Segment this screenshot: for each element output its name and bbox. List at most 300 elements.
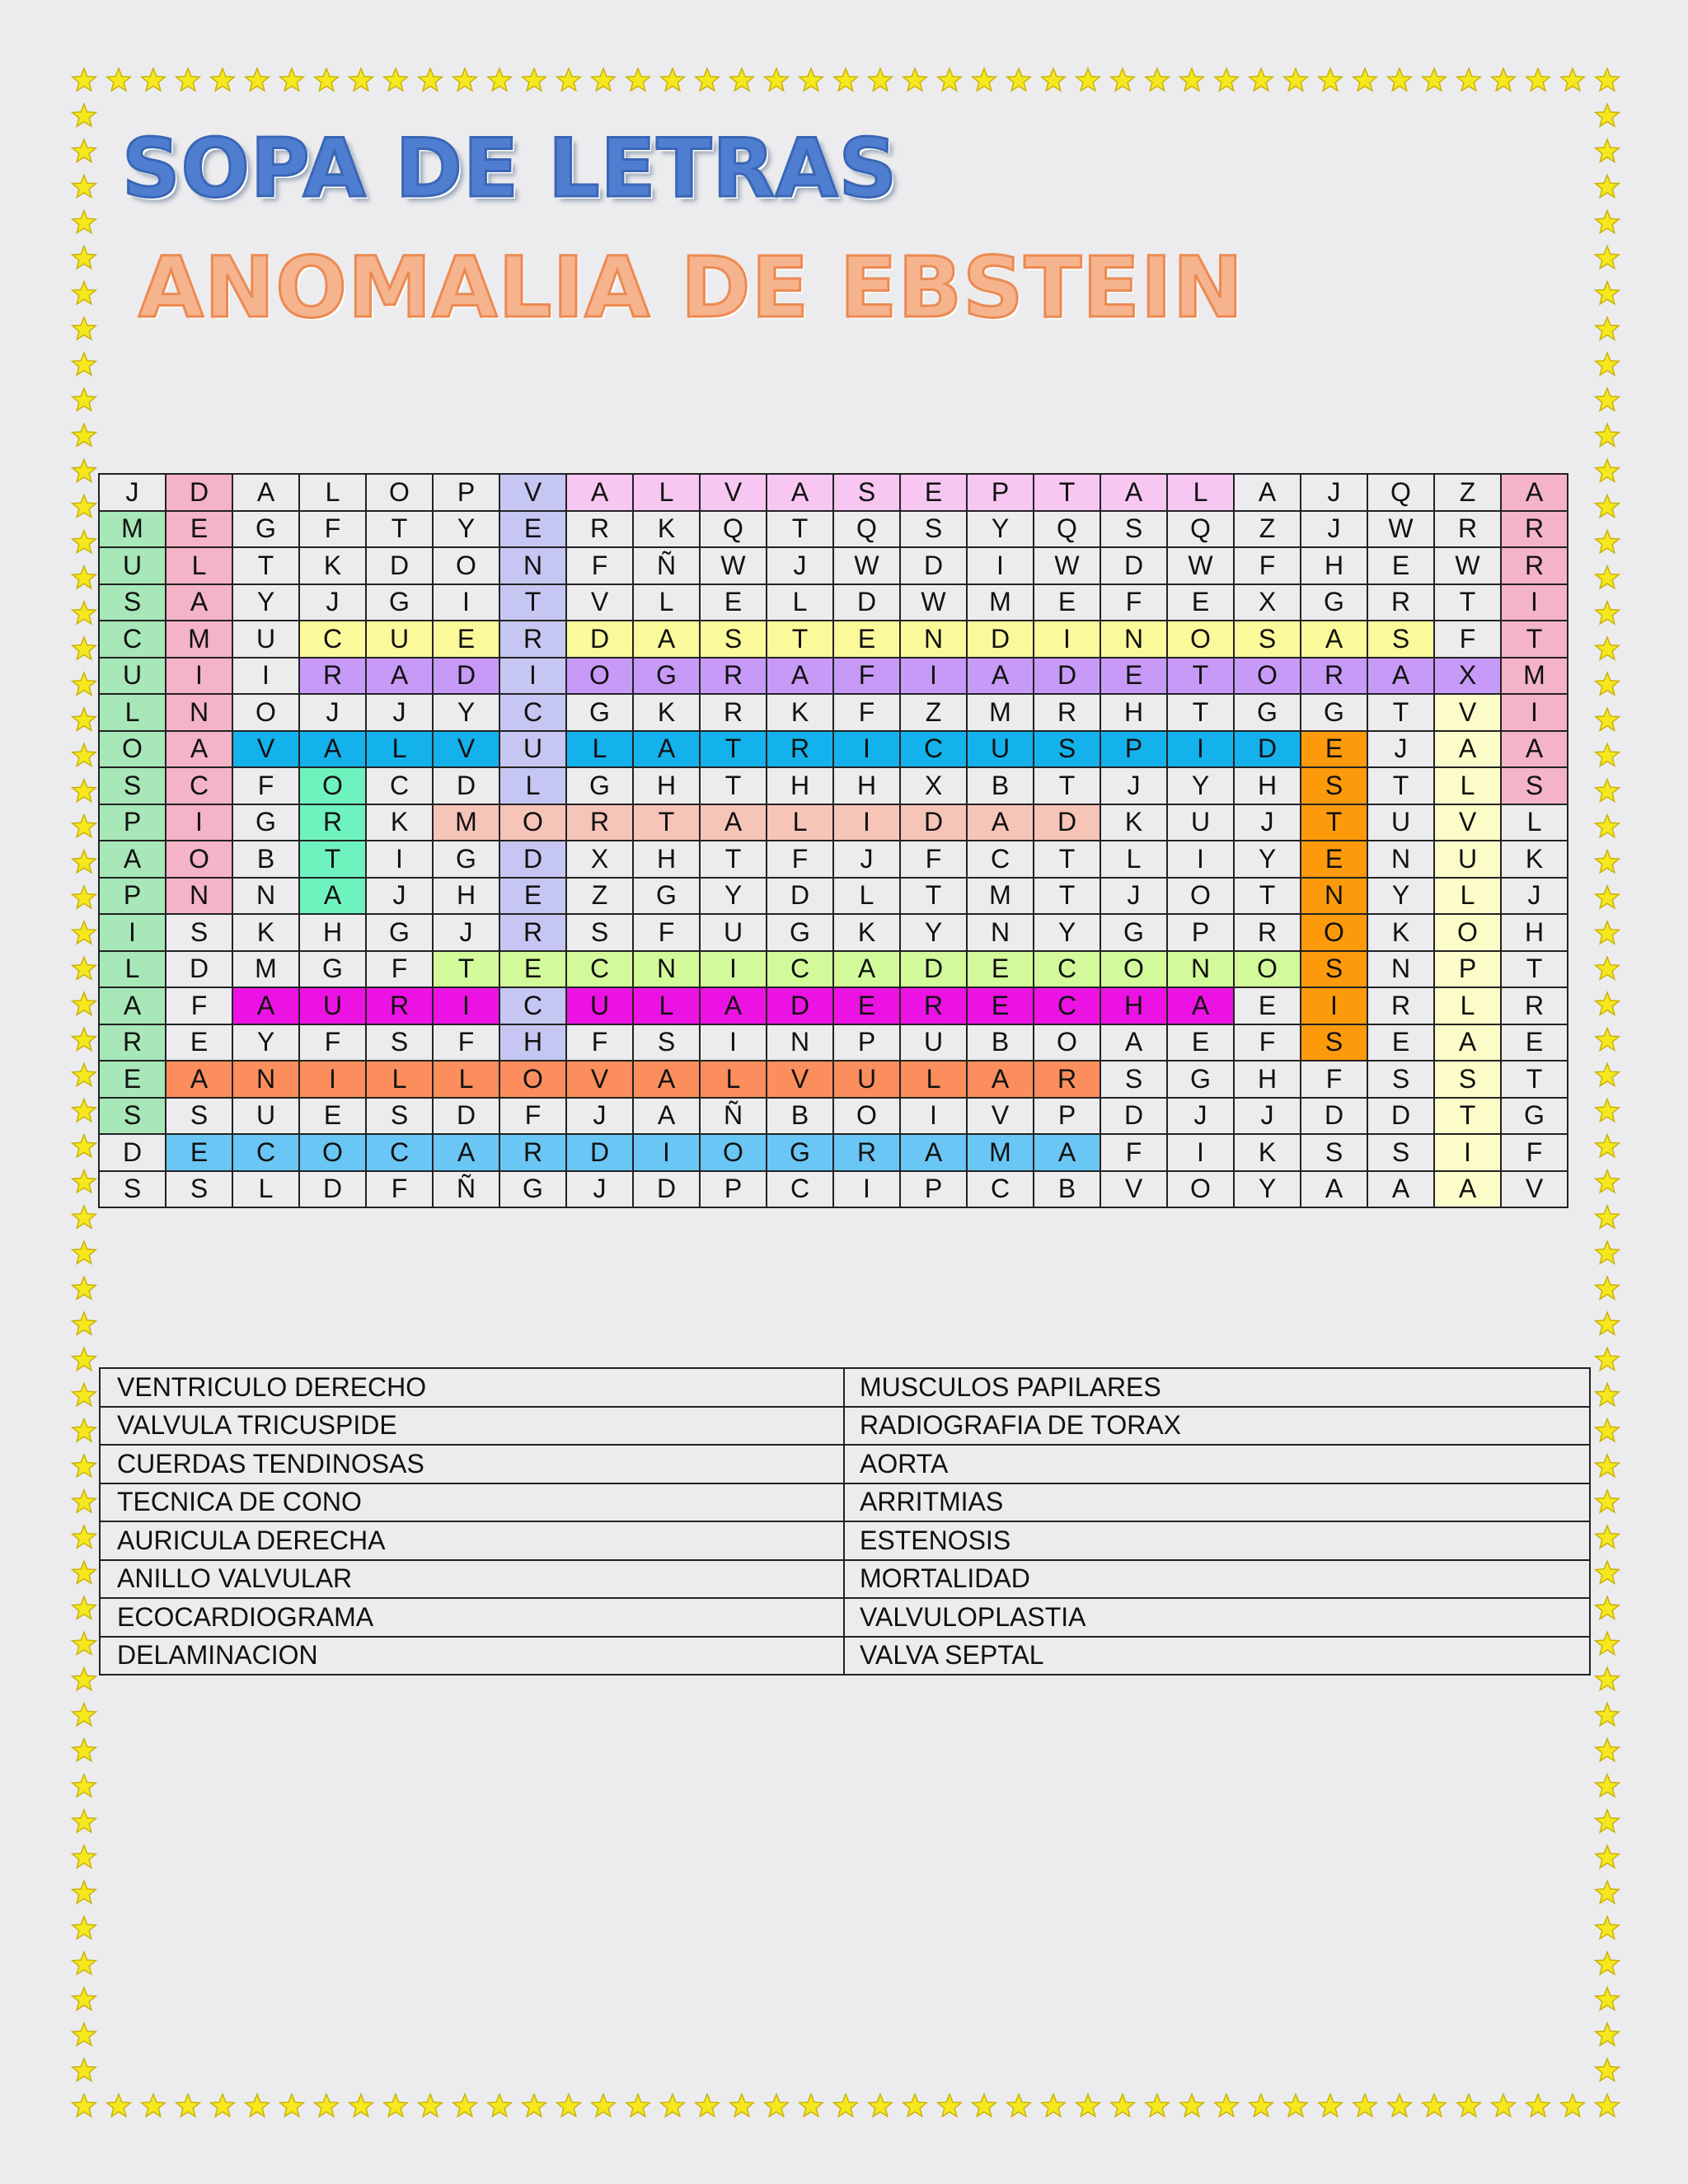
grid-cell: J [767, 547, 833, 584]
star-icon [73, 1952, 96, 1975]
grid-cell: A [767, 474, 833, 511]
grid-cell: E [166, 1024, 232, 1062]
grid-cell: J [566, 1171, 633, 1208]
grid-cell: F [566, 1024, 633, 1062]
grid-cell: A [1301, 1171, 1367, 1208]
grid-cell: A [299, 731, 366, 768]
star-icon [1457, 68, 1481, 91]
grid-cell: Z [1234, 511, 1301, 548]
grid-cell: O [499, 804, 566, 841]
star-icon [1596, 815, 1620, 837]
grid-cell: G [767, 1134, 833, 1171]
star-icon [1596, 1063, 1620, 1085]
grid-cell: S [833, 474, 900, 511]
grid-cell: A [1501, 474, 1568, 511]
star-icon [73, 68, 96, 91]
grid-cell: J [1100, 878, 1167, 915]
grid-cell: C [499, 987, 566, 1024]
grid-cell: T [1034, 841, 1100, 878]
grid-cell: C [166, 767, 232, 804]
grid-cell: I [833, 731, 900, 768]
grid-cell: Y [433, 511, 499, 548]
star-icon [1596, 1952, 1620, 1975]
grid-cell: O [1034, 1024, 1100, 1062]
grid-cell: F [833, 658, 900, 695]
grid-cell: I [1167, 841, 1234, 878]
grid-cell: I [366, 841, 433, 878]
grid-cell: D [967, 621, 1034, 658]
star-icon [1596, 637, 1620, 659]
grid-cell: E [967, 987, 1034, 1024]
grid-cell: E [99, 1061, 166, 1098]
word-list-item: MUSCULOS PAPILARES [844, 1368, 1590, 1407]
star-icon [349, 68, 373, 91]
grid-cell: K [1100, 804, 1167, 841]
grid-cell: U [232, 621, 299, 658]
word-list-item: AORTA [844, 1445, 1590, 1483]
grid-cell: F [299, 511, 366, 548]
star-icon [73, 637, 96, 659]
grid-cell: Y [1367, 878, 1434, 915]
grid-cell: I [900, 1098, 967, 1135]
grid-cell: H [633, 767, 700, 804]
star-icon [557, 68, 581, 91]
star-icon [73, 957, 96, 979]
grid-cell: D [99, 1134, 166, 1171]
grid-cell: A [700, 804, 767, 841]
star-icon [1492, 2094, 1516, 2116]
star-icon [315, 68, 339, 91]
grid-cell: P [99, 804, 166, 841]
star-icon [73, 1668, 96, 1690]
star-icon [1561, 2094, 1585, 2116]
grid-cell: J [1234, 1098, 1301, 1135]
grid-cell: J [566, 1098, 633, 1135]
grid-cell: D [433, 767, 499, 804]
grid-cell: E [1034, 584, 1100, 621]
grid-cell: R [1501, 987, 1568, 1024]
grid-cell: I [700, 1024, 767, 1062]
star-icon [73, 353, 96, 375]
star-icon [1353, 2094, 1377, 2116]
grid-cell: L [299, 474, 366, 511]
grid-cell: Ñ [700, 1098, 767, 1135]
star-icon [1596, 673, 1620, 695]
grid-cell: U [967, 731, 1034, 768]
grid-cell: C [499, 694, 566, 731]
grid-cell: S [1100, 1061, 1167, 1098]
grid-cell: A [1434, 1024, 1501, 1062]
grid-cell: L [499, 767, 566, 804]
grid-row [99, 987, 1568, 1024]
grid-cell: O [232, 694, 299, 731]
star-icon [73, 1099, 96, 1122]
grid-cell: L [1501, 804, 1568, 841]
grid-cell: N [166, 694, 232, 731]
star-icon [73, 1526, 96, 1548]
grid-cell: E [900, 474, 967, 511]
grid-cell: N [1100, 621, 1167, 658]
grid-row [99, 511, 1568, 548]
star-icon [1596, 1596, 1620, 1619]
grid-cell: H [633, 841, 700, 878]
grid-cell: O [1301, 914, 1367, 951]
grid-cell: F [833, 694, 900, 731]
grid-cell: D [1367, 1098, 1434, 1135]
star-icon [1319, 2094, 1343, 2116]
star-icon [107, 68, 131, 91]
grid-cell: V [767, 1061, 833, 1098]
star-icon [1596, 424, 1620, 446]
grid-cell: O [1234, 658, 1301, 695]
page-title: SOPA DE LETRAS [122, 122, 898, 216]
star-icon [1596, 495, 1620, 518]
star-icon [1596, 886, 1620, 908]
grid-cell: V [700, 474, 767, 511]
grid-cell: F [433, 1024, 499, 1062]
grid-cell: F [232, 767, 299, 804]
grid-cell: C [232, 1134, 299, 1171]
star-icon [1596, 1916, 1620, 1938]
grid-cell: J [366, 694, 433, 731]
grid-row [99, 1171, 1568, 1208]
star-icon [73, 1419, 96, 1441]
grid-cell: B [232, 841, 299, 878]
grid-cell: T [1434, 1098, 1501, 1135]
grid-cell: K [366, 804, 433, 841]
grid-cell: A [900, 1134, 967, 1171]
star-icon [1596, 282, 1620, 304]
grid-cell: U [232, 1098, 299, 1135]
grid-cell: C [900, 731, 967, 768]
grid-cell: U [299, 987, 366, 1024]
star-icon [696, 2094, 720, 2116]
grid-cell: A [566, 474, 633, 511]
grid-cell: F [1301, 1061, 1367, 1098]
grid-row [99, 731, 1568, 768]
grid-cell: S [1100, 511, 1167, 548]
grid-cell: N [1301, 878, 1367, 915]
star-icon [1596, 1135, 1620, 1157]
star-icon [73, 1988, 96, 2010]
grid-cell: A [99, 841, 166, 878]
grid-row [99, 621, 1568, 658]
grid-cell: F [1501, 1134, 1568, 1171]
grid-cell: E [1234, 987, 1301, 1024]
star-icon [1596, 1526, 1620, 1548]
grid-cell: Y [900, 914, 967, 951]
grid-cell: A [1434, 1171, 1501, 1208]
grid-cell: A [1367, 1171, 1434, 1208]
grid-cell: P [1100, 731, 1167, 768]
grid-cell: W [1367, 511, 1434, 548]
grid-cell: I [99, 914, 166, 951]
grid-cell: A [166, 731, 232, 768]
grid-cell: T [700, 841, 767, 878]
star-icon [419, 68, 443, 91]
grid-cell: N [767, 1024, 833, 1062]
grid-cell: U [1367, 804, 1434, 841]
star-icon [1596, 1668, 1620, 1690]
grid-cell: T [700, 767, 767, 804]
star-icon [903, 68, 927, 91]
grid-cell: L [433, 1061, 499, 1098]
grid-cell: A [433, 1134, 499, 1171]
grid-cell: E [1100, 658, 1167, 695]
grid-cell: A [633, 731, 700, 768]
grid-cell: R [299, 658, 366, 695]
grid-cell: V [1100, 1171, 1167, 1208]
grid-cell: H [1301, 547, 1367, 584]
grid-cell: I [833, 804, 900, 841]
grid-cell: Y [1234, 841, 1301, 878]
grid-cell: L [366, 731, 433, 768]
grid-cell: E [1301, 731, 1367, 768]
grid-cell: B [967, 1024, 1034, 1062]
grid-cell: G [1234, 694, 1301, 731]
grid-cell: U [1434, 841, 1501, 878]
star-icon [1596, 921, 1620, 944]
grid-cell: O [1234, 951, 1301, 988]
grid-cell: E [166, 511, 232, 548]
grid-cell: K [1501, 841, 1568, 878]
grid-cell: D [900, 804, 967, 841]
star-icon [1042, 68, 1066, 91]
grid-cell: V [1501, 1171, 1568, 1208]
grid-cell: R [833, 1134, 900, 1171]
grid-cell: S [1367, 1134, 1434, 1171]
grid-cell: A [1167, 987, 1234, 1024]
grid-cell: K [232, 914, 299, 951]
grid-cell: Z [1434, 474, 1501, 511]
star-icon [1596, 1881, 1620, 1903]
star-icon [73, 282, 96, 304]
star-icon [73, 246, 96, 269]
grid-cell: M [967, 694, 1034, 731]
grid-cell: O [366, 474, 433, 511]
star-icon [1596, 1099, 1620, 1122]
star-icon [938, 68, 962, 91]
star-icon [1596, 1845, 1620, 1868]
star-icon [973, 2094, 996, 2116]
grid-cell: L [767, 584, 833, 621]
grid-cell: D [433, 658, 499, 695]
grid-cell: P [967, 474, 1034, 511]
grid-cell: J [833, 841, 900, 878]
word-list-item: RADIOGRAFIA DE TORAX [844, 1407, 1590, 1446]
star-icon [973, 68, 996, 91]
grid-cell: C [967, 1171, 1034, 1208]
grid-cell: L [900, 1061, 967, 1098]
star-icon [73, 2059, 96, 2081]
grid-cell: A [633, 1061, 700, 1098]
star-icon [73, 388, 96, 410]
grid-cell: I [433, 584, 499, 621]
grid-cell: R [1034, 694, 1100, 731]
grid-cell: A [1434, 731, 1501, 768]
grid-cell: R [499, 621, 566, 658]
grid-cell: I [166, 804, 232, 841]
star-icon [73, 1490, 96, 1512]
page-subtitle: ANOMALIA DE EBSTEIN [138, 239, 1245, 337]
grid-cell: T [1167, 694, 1234, 731]
star-icon [1423, 2094, 1447, 2116]
star-icon [1596, 246, 1620, 269]
star-icon [557, 2094, 581, 2116]
star-icon [73, 815, 96, 837]
grid-cell: E [1367, 1024, 1434, 1062]
star-icon [938, 2094, 962, 2116]
grid-cell: W [1167, 547, 1234, 584]
star-icon [1596, 1704, 1620, 1726]
star-icon [1284, 2094, 1308, 2116]
star-icon [1596, 1312, 1620, 1334]
star-icon [1596, 2023, 1620, 2046]
grid-cell: F [767, 841, 833, 878]
grid-cell: Q [833, 511, 900, 548]
star-icon [73, 1277, 96, 1299]
grid-cell: C [366, 767, 433, 804]
grid-cell: L [99, 951, 166, 988]
word-list [99, 1367, 1591, 1675]
grid-cell: D [299, 1171, 366, 1208]
grid-cell: N [1167, 951, 1234, 988]
grid-cell: T [633, 804, 700, 841]
grid-cell: A [1501, 731, 1568, 768]
grid-cell: A [299, 878, 366, 915]
star-icon [1596, 1455, 1620, 1477]
grid-cell: D [433, 1098, 499, 1135]
grid-cell: J [1367, 731, 1434, 768]
star-icon [73, 2094, 96, 2116]
grid-cell: L [366, 1061, 433, 1098]
grid-cell: C [767, 1171, 833, 1208]
grid-cell: T [299, 841, 366, 878]
grid-cell: Y [1234, 1171, 1301, 1208]
grid-cell: J [1501, 878, 1568, 915]
grid-cell: P [99, 878, 166, 915]
grid-cell: Y [967, 511, 1034, 548]
grid-cell: R [499, 1134, 566, 1171]
grid-cell: E [967, 951, 1034, 988]
grid-cell: V [1434, 804, 1501, 841]
grid-cell: M [232, 951, 299, 988]
grid-cell: T [499, 584, 566, 621]
star-icon [799, 68, 823, 91]
grid-cell: L [700, 1061, 767, 1098]
grid-cell: J [1301, 474, 1367, 511]
star-icon [1596, 1384, 1620, 1406]
grid-cell: U [566, 987, 633, 1024]
grid-cell: G [566, 694, 633, 731]
grid-cell: M [433, 804, 499, 841]
grid-cell: H [299, 914, 366, 951]
grid-cell: E [433, 621, 499, 658]
grid-cell: T [1167, 658, 1234, 695]
grid-cell: L [1100, 841, 1167, 878]
grid-cell: S [1234, 621, 1301, 658]
grid-cell: E [499, 878, 566, 915]
grid-cell: K [833, 914, 900, 951]
grid-cell: G [499, 1171, 566, 1208]
grid-cell: T [1367, 694, 1434, 731]
word-list-item: MORTALIDAD [844, 1560, 1590, 1599]
grid-cell: T [1501, 621, 1568, 658]
star-icon [73, 708, 96, 730]
grid-cell: D [1301, 1098, 1367, 1135]
star-icon [73, 780, 96, 802]
grid-cell: W [833, 547, 900, 584]
grid-cell: U [900, 1024, 967, 1062]
grid-cell: G [1301, 694, 1367, 731]
grid-cell: F [633, 914, 700, 951]
grid-cell: G [433, 841, 499, 878]
grid-cell: D [566, 621, 633, 658]
grid-cell: R [499, 914, 566, 951]
grid-cell: E [1367, 547, 1434, 584]
grid-row [99, 584, 1568, 621]
grid-cell: J [299, 584, 366, 621]
grid-cell: I [700, 951, 767, 988]
grid-cell: I [299, 1061, 366, 1098]
grid-cell: D [1234, 731, 1301, 768]
star-icon [73, 1916, 96, 1938]
star-icon [1284, 68, 1308, 91]
grid-cell: L [1434, 878, 1501, 915]
grid-cell: A [166, 1061, 232, 1098]
grid-cell: P [1167, 914, 1234, 951]
grid-cell: I [833, 1171, 900, 1208]
grid-cell: F [1234, 1024, 1301, 1062]
grid-cell: F [299, 1024, 366, 1062]
star-icon [1596, 1028, 1620, 1050]
grid-cell: L [1167, 474, 1234, 511]
star-icon [73, 495, 96, 518]
grid-cell: R [700, 658, 767, 695]
grid-cell: N [633, 951, 700, 988]
star-icon [1596, 139, 1620, 162]
grid-cell: Y [1167, 767, 1234, 804]
grid-cell: P [433, 474, 499, 511]
grid-cell: S [1501, 767, 1568, 804]
grid-cell: H [499, 1024, 566, 1062]
star-icon [523, 68, 546, 91]
star-icon [73, 1881, 96, 1903]
star-icon [626, 68, 650, 91]
grid-cell: R [1367, 987, 1434, 1024]
grid-cell: L [1434, 987, 1501, 1024]
grid-cell: P [833, 1024, 900, 1062]
grid-cell: M [967, 1134, 1034, 1171]
star-icon [107, 2094, 131, 2116]
grid-cell: A [1301, 621, 1367, 658]
star-icon [73, 139, 96, 162]
grid-cell: H [1234, 767, 1301, 804]
grid-cell: I [166, 658, 232, 695]
star-icon [1596, 1632, 1620, 1654]
star-icon [1596, 1419, 1620, 1441]
grid-cell: U [833, 1061, 900, 1098]
grid-cell: R [767, 731, 833, 768]
grid-cell: A [967, 1061, 1034, 1098]
grid-cell: A [1100, 474, 1167, 511]
star-icon [73, 1347, 96, 1370]
grid-cell: E [499, 951, 566, 988]
star-icon [1596, 566, 1620, 588]
star-icon [1042, 2094, 1066, 2116]
star-icon [1388, 2094, 1412, 2116]
grid-cell: F [1434, 621, 1501, 658]
